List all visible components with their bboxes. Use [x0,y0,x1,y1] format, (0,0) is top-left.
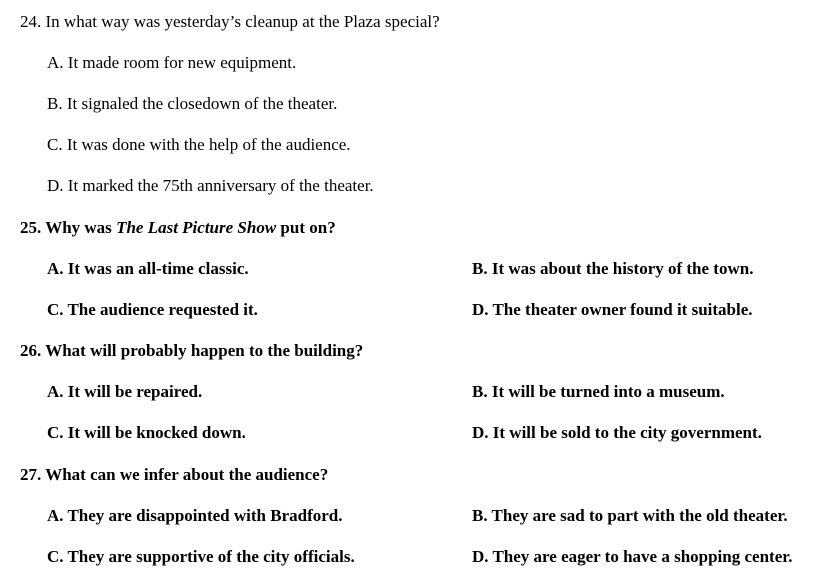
question-stem: What can we infer about the audience? [45,465,329,484]
option-27-b[interactable]: B. They are sad to part with the old theater. [472,506,788,525]
question-24 [20,12,440,32]
question-25 [20,218,336,238]
option-26-b[interactable]: B. It will be turned into a museum. [472,382,725,401]
question-number: 26. [20,341,42,360]
option-27-c[interactable]: C. They are supportive of the city officials. [47,547,355,566]
question-27 [20,465,328,485]
question-number: 27. [20,465,42,484]
option-27-a[interactable]: A. They are disappointed with Bradford. [47,506,343,525]
option-24-a[interactable]: A. It made room for new equipment. [47,53,297,72]
question-26 [20,341,363,361]
option-25-b[interactable]: B. It was about the history of the town. [472,259,754,278]
option-27-d[interactable]: D. They are eager to have a shopping center. [472,547,793,566]
film-title: The Last Picture Show [116,218,277,237]
question-number: 25. [20,218,42,237]
question-stem: In what way was yesterday’s cleanup at the Plaza special? [45,12,440,31]
question-stem: What will probably happen to the building? [45,341,364,360]
option-24-b[interactable]: B. It signaled the closedown of the theater. [47,94,338,113]
option-25-c[interactable]: C. The audience requested it. [47,300,258,319]
question-stem-before: Why was [45,218,112,237]
option-26-c[interactable]: C. It will be knocked down. [47,423,246,442]
question-stem-after: put on? [280,218,336,237]
option-25-a[interactable]: A. It was an all-time classic. [47,259,249,278]
option-26-a[interactable]: A. It will be repaired. [47,382,203,401]
option-24-d[interactable]: D. It marked the 75th anniversary of the theater. [47,176,374,195]
option-24-c[interactable]: C. It was done with the help of the audience. [47,135,351,154]
question-number: 24. [20,12,42,31]
option-25-d[interactable]: D. The theater owner found it suitable. [472,300,753,319]
option-26-d[interactable]: D. It will be sold to the city government. [472,423,762,442]
